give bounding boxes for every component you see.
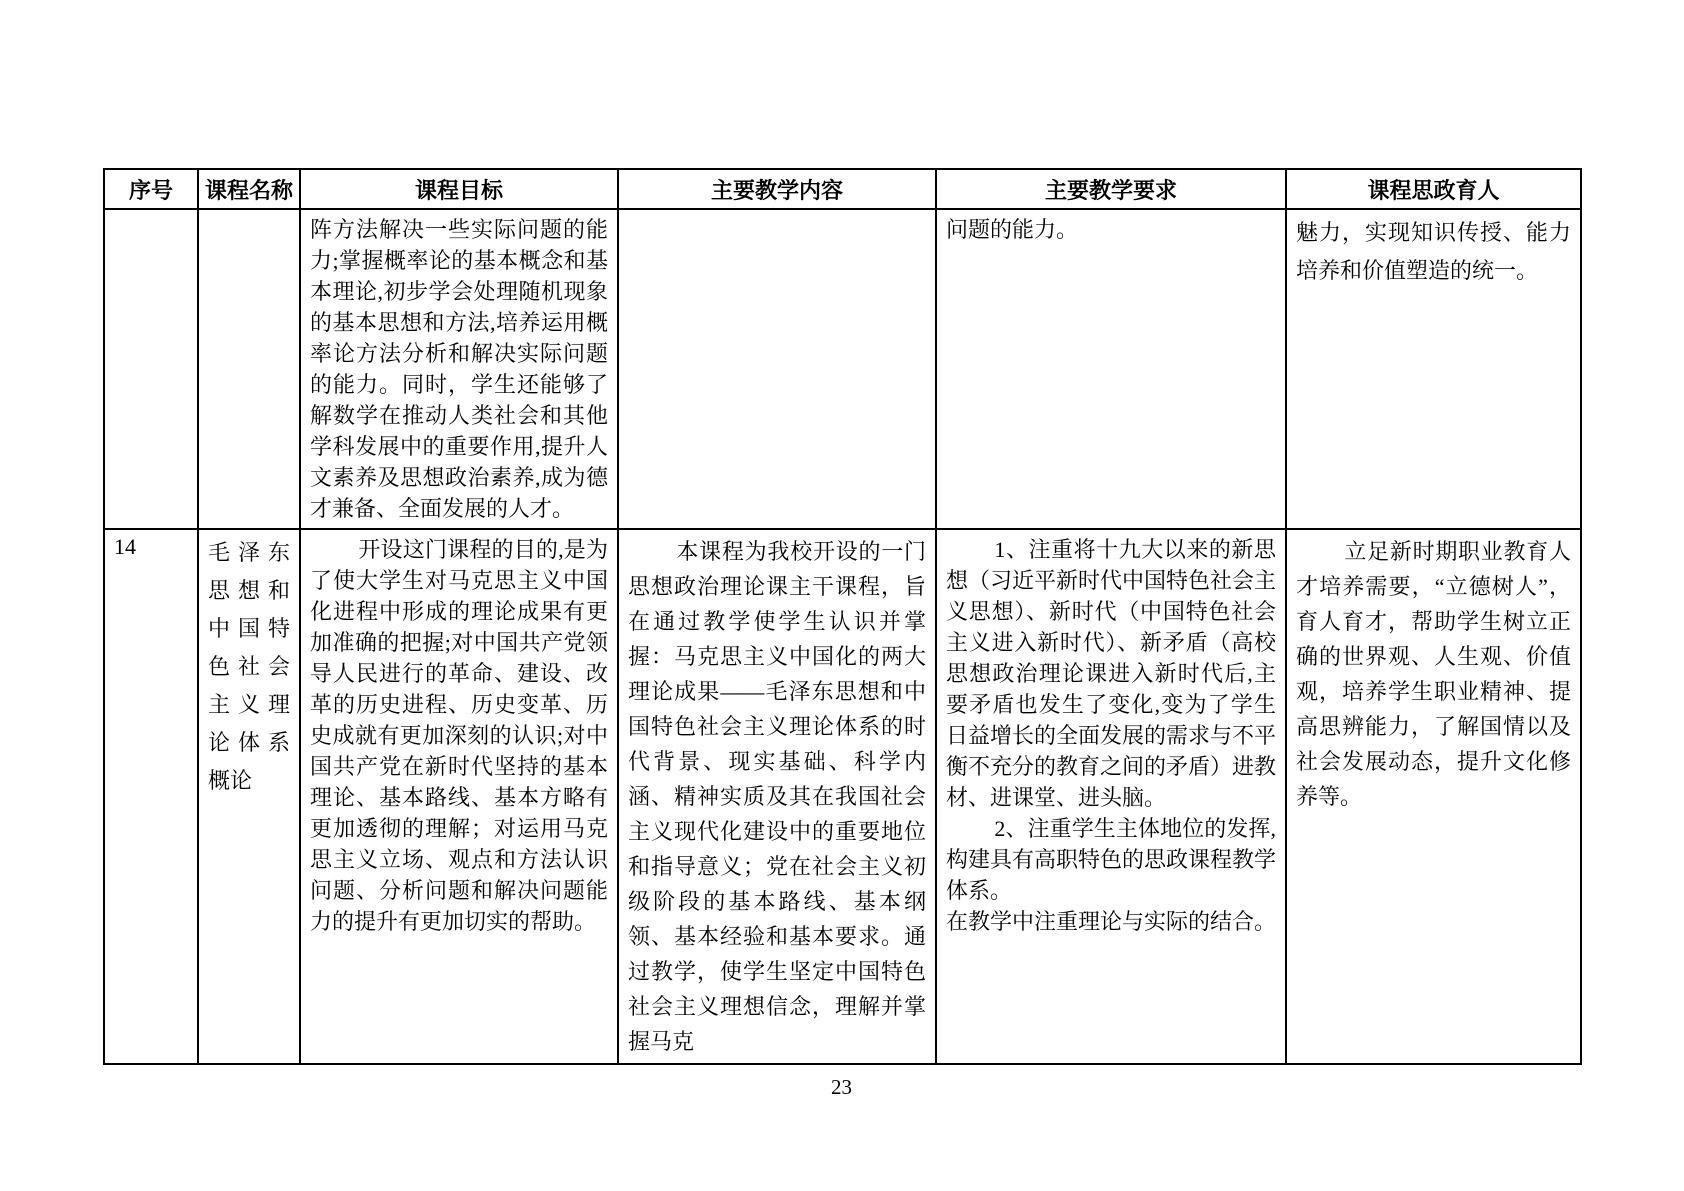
table-row-continuation <box>104 209 1581 529</box>
table-header-row <box>104 169 1581 209</box>
cell-teaching-content-cont <box>618 209 936 529</box>
col-header-objectives: 课程目标 <box>300 169 618 209</box>
cell-course-name-cont <box>198 209 300 529</box>
course-name-text-14: 毛泽东思想和中国特色社会主义理论体系概论 <box>208 540 290 793</box>
teaching-requirements-text-cont: 问题的能力。 <box>946 217 1079 242</box>
teaching-requirements-p1: 1、注重将十九大以来的新思想（习近平新时代中国特色社会主义思想）、新时代（中国特色社会主义进入新时代）、新矛盾（高校思想政治理论课进入新时代后,主要矛盾也发生了变化,变为了学生日益增长的全面发展的需求与不平衡不充分的教育之间的矛盾）进教材、进课堂、进头脑。 <box>946 537 1277 810</box>
ideological-education-text-cont: 魅力，实现知识传授、能力培养和价值塑造的统一。 <box>1296 220 1571 283</box>
page-number: 23 <box>831 1075 852 1099</box>
teaching-requirements-p3: 在教学中注重理论与实际的结合。 <box>946 909 1277 934</box>
course-table <box>103 168 1582 1065</box>
cell-teaching-requirements-cont <box>936 209 1286 529</box>
col-header-teaching-requirements: 主要教学要求 <box>936 169 1286 209</box>
objectives-text-14: 开设这门课程的目的,是为了使大学生对马克思主义中国化进程中形成的理论成果有更加准确的把握;对中国共产党领导人民进行的革命、建设、改革的历史进程、历史变革、历史成就有更加深刻的认识;对中国共产党在新时代坚持的基本理论、基本路线、基本方略有更加透彻的理解；对运用马克思主义立场、观点和方法认识问题、分析问题和解决问题能力的提升有更加切实的帮助。 <box>310 537 608 934</box>
table-row-14 <box>104 529 1581 1064</box>
cell-course-name-14 <box>198 529 300 1064</box>
ideological-education-text-14: 立足新时期职业教育人才培养需要，“立德树人”，育人育才，帮助学生树立正确的世界观、人生观、价值观，培养学生职业精神、提高思辨能力，了解国情以及社会发展动态，提升文化修养等。 <box>1296 539 1571 809</box>
cell-teaching-requirements-14 <box>936 529 1286 1064</box>
col-header-course-name: 课程名称 <box>198 169 300 209</box>
cell-seq-14: 14 <box>104 529 198 1064</box>
cell-objectives-14 <box>300 529 618 1064</box>
col-header-teaching-content: 主要教学内容 <box>618 169 936 209</box>
cell-seq-cont <box>104 209 198 529</box>
objectives-text-cont: 阵方法解决一些实际问题的能力;掌握概率论的基本概念和基本理论,初步学会处理随机现象的基本思想和方法,培养运用概率论方法分析和解决实际问题的能力。同时，学生还能够了解数学在推动人类社会和其他学科发展中的重要作用,提升人文素养及思想政治素养,成为德才兼备、全面发展的人才。 <box>310 217 608 521</box>
col-header-seq: 序号 <box>104 169 198 209</box>
cell-teaching-content-14 <box>618 529 936 1064</box>
teaching-content-text-14: 本课程为我校开设的一门思想政治理论课主干课程，旨在通过教学使学生认识并掌握：马克思主义中国化的两大理论成果——毛泽东思想和中国特色社会主义理论体系的时代背景、现实基础、科学内涵、精神实质及其在我国社会主义现代化建设中的重要地位和指导意义；党在社会主义初级阶段的基本路线、基本纲领、基本经验和基本要求。通过教学，使学生坚定中国特色社会主义理想信念，理解并掌握马克 <box>628 539 926 1054</box>
col-header-ideological-education: 课程思政育人 <box>1286 169 1581 209</box>
teaching-requirements-p2: 2、注重学生主体地位的发挥,构建具有高职特色的思政课程教学体系。 <box>946 816 1277 903</box>
cell-objectives-cont <box>300 209 618 529</box>
cell-ideological-education-14 <box>1286 529 1581 1064</box>
cell-ideological-education-cont <box>1286 209 1581 529</box>
